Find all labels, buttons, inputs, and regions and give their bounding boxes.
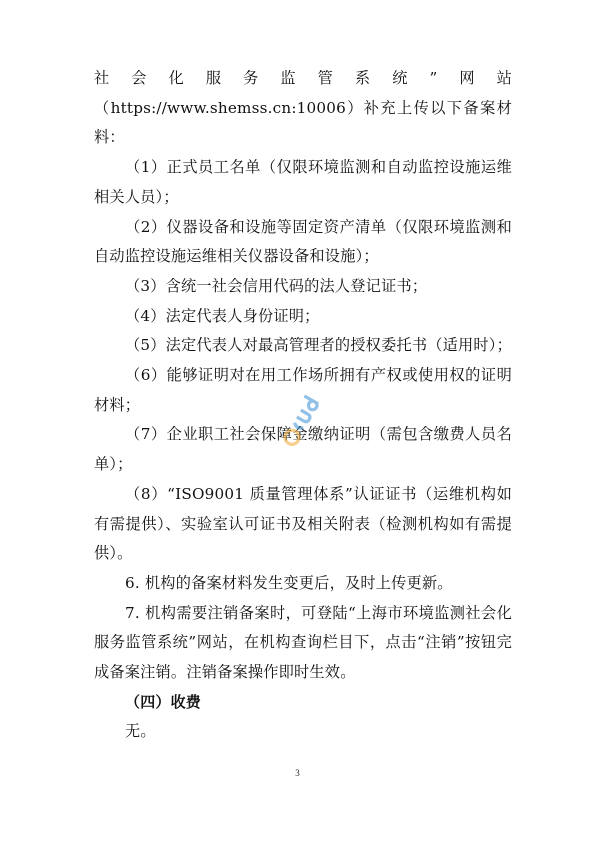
paragraph-continuation: 社会化服务监管系统”网站（https://www.shemss.cn:10006）补充上传以下备案材料： [94,69,512,147]
list-item-5: （5）法定代表人对最高管理者的授权委托书（适用时）； [125,336,512,355]
list-item-4: （4）法定代表人身份证明； [125,306,320,325]
body-text [94,64,512,747]
list-item-7: （7）企业职工社会保障金缴纳证明（需包含缴费人员名单）； [94,425,512,474]
list-item-3: （3）含统一社会信用代码的法人登记证书； [125,276,428,295]
numbered-point-7: 7. 机构需要注销备案时，可登陆“上海市环境监测社会化服务监管系统”网站，在机构查询栏目下，点击“注销”按钮完成备案注销。注销备案操作即时生效。 [94,603,512,682]
section-heading: （四）收费 [125,692,202,711]
list-item-2: （2）仪器设备和设施等固定资产清单（仅限环境监测和自动监控设施运维相关仪器设备和设施）； [94,217,512,266]
list-item-1: （1）正式员工名单（仅限环境监测和自动监控设施运维相关人员）； [94,158,512,206]
list-item-8: （8）“ISO9001 质量管理体系”认证证书（运维机构如有需提供）、实验室认可证书及相关附表（检测机构如有需提供）。 [94,484,512,563]
page-number: 3 [295,768,300,778]
list-item-6: （6）能够证明对在用工作场所拥有产权或使用权的证明材料； [94,366,512,414]
section-body: 无。 [125,722,156,741]
numbered-point-6: 6. 机构的备案材料发生变更后，及时上传更新。 [125,573,453,592]
